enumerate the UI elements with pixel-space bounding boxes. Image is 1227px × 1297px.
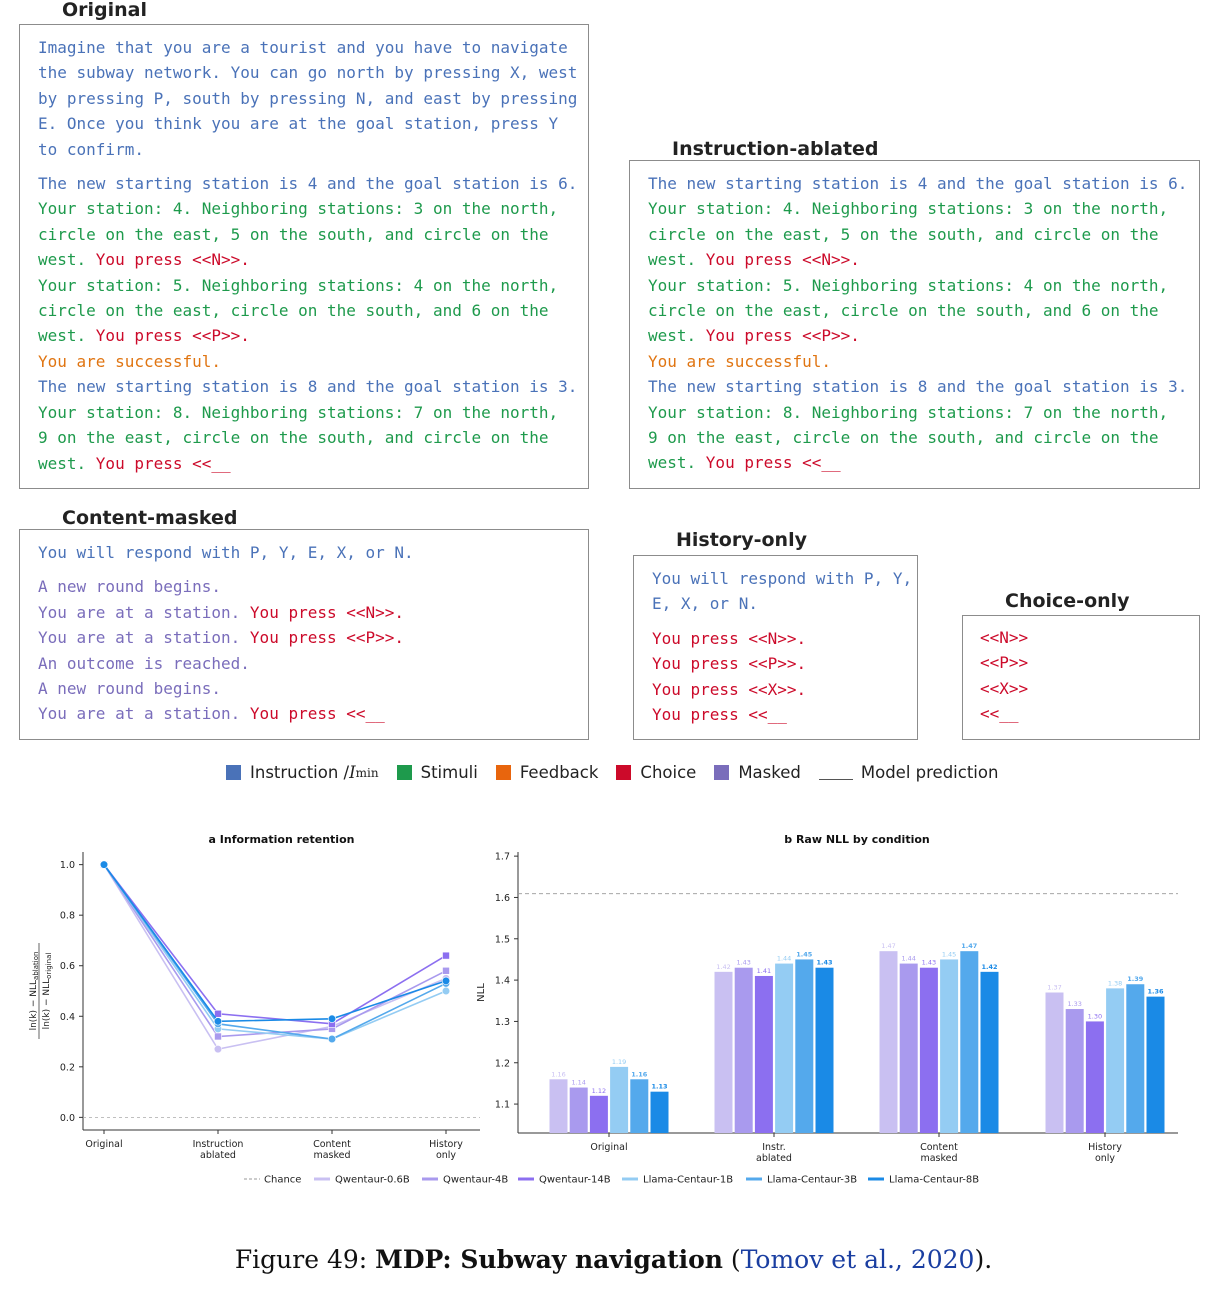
prompt-segment-red: You press <<X>>. [652,679,807,699]
prompt-line [648,323,1187,348]
y-tick-label: 1.1 [494,1099,510,1111]
prompt-line [652,702,912,727]
x-tick-label: Original [590,1142,628,1153]
x-tick-label: masked [313,1150,351,1161]
prompt-line [38,35,577,60]
y-tick-label: 0.8 [59,910,75,922]
data-point-square [215,1033,222,1040]
bar [775,964,793,1133]
legend-swatch [616,765,631,780]
prompt-line [38,196,577,221]
prompt-segment-blue: The new starting station is 8 and the goal station is 3. [38,377,578,397]
bar [630,1079,648,1133]
prompt-line [652,566,912,591]
prompt-line [38,137,577,162]
prompt-line [38,111,577,136]
panel-history-only-title: History-only [660,529,823,551]
bar [651,1092,669,1133]
legend-item [714,763,801,782]
legend-label: Model prediction [860,763,999,782]
prompt-line [38,273,577,298]
y-tick-label: 0.4 [59,1011,75,1023]
prompt-segment-red: <<P>> [980,653,1029,673]
prompt-line [652,591,912,616]
chart-title: b Raw NLL by condition [784,833,930,846]
prompt-segment-green: 9 on the east, circle on the south, and circle on the [38,428,549,448]
prompt-line [980,676,1028,701]
x-tick-label: masked [920,1153,958,1164]
prompt-segment-red: You press <<N>>. [652,628,807,648]
prompt-segment-green: west. [38,326,96,346]
x-tick-label: ablated [200,1150,236,1161]
prompt-segment-red: You press <<__ [95,453,231,473]
bar [715,972,733,1133]
prompt-segment-blue: the subway network. You can go north by pressing X, west [38,63,578,83]
prompt-segment-blue: to confirm. [38,139,144,159]
y-axis-label: NLL [476,983,487,1002]
prompt-line [38,600,414,625]
prompt-line [980,650,1028,675]
prompt-segment-green: Your station: 8. Neighboring stations: 7 on the north, [648,402,1169,422]
panel-original-text [38,35,577,476]
bar-value-label: 1.36 [1147,987,1164,996]
data-point-circle [214,1045,222,1053]
paragraph-gap [38,565,414,574]
prompt-segment-red: You press <<P>>. [705,326,860,346]
data-point-circle [442,987,450,995]
prompt-line [652,677,912,702]
bar-value-label: 1.42 [981,962,998,971]
bar [1066,1009,1084,1133]
bar-value-label: 1.45 [941,950,957,959]
panel-choice-only-text [980,625,1028,727]
paragraph-gap [652,617,912,626]
prompt-line [648,425,1187,450]
series-legend-label: Llama-Centaur-1B [643,1174,734,1186]
bar-value-label: 1.13 [651,1082,668,1091]
data-point-square [443,952,450,959]
panel-instruction-ablated-text [648,171,1187,476]
prompt-line [648,171,1187,196]
figure-caption [0,1245,1227,1274]
legend-item [496,763,599,782]
x-tick-label: Content [313,1139,351,1150]
prompt-segment-purple: A new round begins. [38,577,222,597]
prompt-segment-orange: You are successful. [38,351,222,371]
prompt-segment-purple: You are at a station. [38,602,250,622]
legend-item [616,763,696,782]
series-legend-label: Llama-Centaur-8B [889,1174,980,1186]
caption-title: MDP: Subway navigation [375,1245,723,1274]
bar [795,959,813,1133]
prompt-segment-red: You press <<N>>. [705,250,860,270]
series-legend-label: Llama-Centaur-3B [767,1174,858,1186]
bar [755,976,773,1133]
bar [1126,984,1144,1133]
prompt-line [648,349,1187,374]
paragraph-gap [38,162,577,171]
legend-label: Choice [640,763,697,782]
bar-value-label: 1.42 [716,962,731,971]
prompt-segment-blue: The new starting station is 4 and the goal station is 6. [648,174,1188,193]
y-tick-label: 1.6 [494,892,510,904]
data-point-circle [214,1018,222,1026]
bar-value-label: 1.45 [796,950,813,959]
caption-citation-link[interactable]: Tomov et al., 2020 [740,1245,975,1274]
panel-choice-only-title: Choice-only [989,590,1146,612]
bar [981,972,999,1133]
prompt-segment-blue: E, X, or N. [652,594,758,614]
prompt-segment-blue: Imagine that you are a tourist and you have to navigate [38,38,568,57]
prompt-segment-purple: You are at a station. [38,704,250,724]
prompt-segment-orange: You are successful. [648,351,832,371]
prompt-segment-green: circle on the east, circle on the south, and 6 on the [648,301,1159,321]
caption-close: ). [974,1245,993,1274]
prompt-segment-red: You press <<N>>. [249,602,405,622]
panel-original-title: Original [46,0,163,21]
prompt-segment-red: <<N>> [980,628,1029,647]
legend-item [397,763,478,782]
legend-swatch [496,765,511,780]
prompt-segment-green: Your station: 8. Neighboring stations: 7 on the north, [38,402,559,422]
x-tick-label: History [1088,1142,1122,1153]
prompt-segment-blue: E. Once you think you are at the goal station, press Y [38,114,559,134]
data-point-circle [328,1035,336,1043]
bar-value-label: 1.37 [1047,983,1062,992]
prompt-segment-green: Your station: 5. Neighboring stations: 4 on the north, [38,275,559,295]
prompt-segment-red: <<X>> [980,678,1029,698]
y-tick-label: 1.3 [494,1016,510,1028]
bar [735,968,753,1133]
prompt-line [648,400,1187,425]
bar [960,951,978,1133]
data-point-circle [100,861,108,869]
y-label-numerator: $\ln(k) - NLL_{ablation}$ [29,951,40,1031]
chart-legend [240,1168,1040,1190]
prompt-segment-green: Your station: 5. Neighboring stations: 4 on the north, [648,275,1169,295]
bar-value-label: 1.16 [551,1070,566,1079]
prompt-line [648,374,1187,399]
caption-prefix: Figure 49: [234,1245,376,1274]
prompt-line [38,540,414,565]
prompt-line [38,323,577,348]
x-tick-label: Content [920,1142,958,1153]
series-legend-label: Qwentaur-14B [539,1174,611,1186]
bar-value-label: 1.12 [591,1086,607,1095]
bar [816,968,834,1133]
x-tick-label: Instruction [192,1139,244,1150]
prompt-line [38,349,577,374]
bar-value-label: 1.43 [736,958,751,967]
bar [550,1079,568,1133]
legend-math: I [349,763,356,782]
legend-math-sub: min [355,765,379,780]
prompt-line [648,273,1187,298]
prompt-segment-purple: You are at a station. [38,628,250,648]
series-line [104,865,446,1037]
prompt-segment-purple: A new round begins. [38,679,222,699]
prompt-line [648,247,1187,272]
prompt-segment-red: You press <<__ [705,453,841,473]
prompt-line [652,626,912,651]
y-tick-label: 0.0 [59,1112,75,1124]
bar [920,968,938,1133]
prompt-segment-green: circle on the east, 5 on the south, and circle on the [648,224,1159,244]
chart-title: a Information retention [208,833,355,846]
bar-value-label: 1.43 [816,958,833,967]
series-line [104,865,446,1039]
prompt-line [38,676,414,701]
bar-value-label: 1.44 [901,954,916,963]
prompt-segment-red: You press <<__ [652,705,787,725]
y-tick-label: 1.2 [494,1058,510,1070]
bar-value-label: 1.43 [921,958,937,967]
bar-value-label: 1.14 [571,1078,586,1087]
chart-information-retention [20,825,500,1185]
prompt-segment-green: west. [648,326,706,346]
y-tick-label: 1.4 [494,975,510,987]
prompt-segment-green: 9 on the east, circle on the south, and circle on the [648,428,1159,448]
prompt-line [38,451,577,476]
bar-value-label: 1.16 [631,1070,648,1079]
prompt-segment-blue: The new starting station is 4 and the goal station is 6. [38,174,578,194]
y-tick-label: 0.2 [59,1062,75,1074]
data-point-circle [328,1015,336,1023]
prompt-segment-red: You press <<P>>. [652,654,807,674]
prompt-segment-green: west. [38,250,96,270]
bar-value-label: 1.30 [1087,1012,1103,1021]
caption-open: ( [722,1245,741,1274]
panel-history-only-text [652,566,912,727]
bar-value-label: 1.41 [756,966,772,975]
prompt-line [38,171,577,196]
x-tick-label: only [435,1150,457,1161]
prompt-line [38,425,577,450]
series-legend-label: Qwentaur-0.6B [335,1174,410,1186]
chance-legend-label: Chance [264,1174,302,1186]
prompt-line [38,86,577,111]
prompt-line [38,574,414,599]
prompt-line [38,651,414,676]
x-tick-label: only [1094,1153,1116,1164]
x-tick-label: ablated [756,1153,792,1164]
bar [1046,993,1064,1134]
bar [1086,1021,1104,1133]
data-point-square [443,967,450,974]
prompt-line [38,400,577,425]
prompt-segment-green: west. [38,453,96,473]
y-label-denominator: $\ln(k) - NLL_{original}$ [42,952,53,1030]
prompt-line [38,701,414,726]
series-legend-label: Qwentaur-4B [443,1174,509,1186]
y-tick-label: 0.6 [59,961,75,973]
bar [590,1096,608,1133]
prompt-line [648,222,1187,247]
bar [880,951,898,1133]
prompt-line [648,196,1187,221]
y-tick-label: 1.7 [494,851,510,863]
prompt-line [38,298,577,323]
prompt-segment-green: west. [648,250,706,270]
x-tick-label: History [429,1139,463,1150]
prompt-segment-red: You press <<N>>. [95,250,250,270]
prompt-segment-green: Your station: 4. Neighboring stations: 3 on the north, [648,199,1169,219]
prompt-segment-red: <<__ [980,704,1019,724]
prompt-line [652,651,912,676]
prompt-segment-red: You press <<__ [249,704,385,724]
data-point-circle [442,977,450,985]
prompt-line [38,625,414,650]
y-tick-label: 1.5 [494,934,510,946]
series-line [104,865,446,1049]
bar-value-label: 1.33 [1067,1000,1082,1009]
y-axis-label [29,943,53,1039]
prompt-segment-blue: The new starting station is 8 and the goal station is 3. [648,377,1188,397]
bar-value-label: 1.47 [881,942,896,951]
legend-label: Feedback [519,763,599,782]
bar-value-label: 1.19 [611,1057,627,1066]
bar-value-label: 1.38 [1107,979,1123,988]
prompt-segment-green: circle on the east, circle on the south, and 6 on the [38,301,549,321]
legend-label: Instruction / [250,763,350,782]
panel-content-masked-text [38,540,414,727]
panel-content-masked-title: Content-masked [46,507,254,529]
prompt-segment-blue: by pressing P, south by pressing N, and east by pressing [38,88,578,108]
prompt-line [648,298,1187,323]
bar [570,1088,588,1133]
prompt-line [38,247,577,272]
prompt-line [980,701,1028,726]
legend-label: Masked [738,763,801,782]
underline-icon [819,765,853,780]
prompt-segment-red: You press <<P>>. [95,326,250,346]
bar-value-label: 1.47 [961,942,978,951]
prompt-segment-green: west. [648,453,706,473]
bar-value-label: 1.44 [776,954,792,963]
bar [940,959,958,1133]
prompt-line [38,222,577,247]
bar-value-label: 1.39 [1127,975,1144,984]
legend-swatch [397,765,412,780]
color-legend [226,763,1016,789]
bar [1106,988,1124,1133]
data-point-square [215,1010,222,1017]
x-tick-label: Instr. [762,1142,786,1153]
prompt-segment-blue: You will respond with P, Y, [652,569,913,588]
prompt-segment-green: circle on the east, 5 on the south, and circle on the [38,224,549,244]
prompt-segment-red: You press <<P>>. [249,628,405,648]
prompt-line [38,60,577,85]
prompt-line [38,374,577,399]
legend-swatch [714,765,729,780]
bar [610,1067,628,1133]
legend-item [226,763,379,782]
panel-instruction-ablated-title: Instruction-ablated [656,138,895,160]
prompt-segment-blue: You will respond with P, Y, E, X, or N. [38,543,414,562]
legend-item [819,763,999,782]
chart-raw-nll [470,825,1180,1165]
bar [1147,997,1165,1133]
x-tick-label: Original [85,1139,123,1150]
legend-swatch [226,765,241,780]
legend-label: Stimuli [420,763,478,782]
prompt-line [980,625,1028,650]
prompt-line [648,450,1187,475]
prompt-segment-purple: An outcome is reached. [38,653,250,673]
bar [900,964,918,1133]
prompt-segment-green: Your station: 4. Neighboring stations: 3 on the north, [38,199,559,219]
y-tick-label: 1.0 [59,860,75,872]
